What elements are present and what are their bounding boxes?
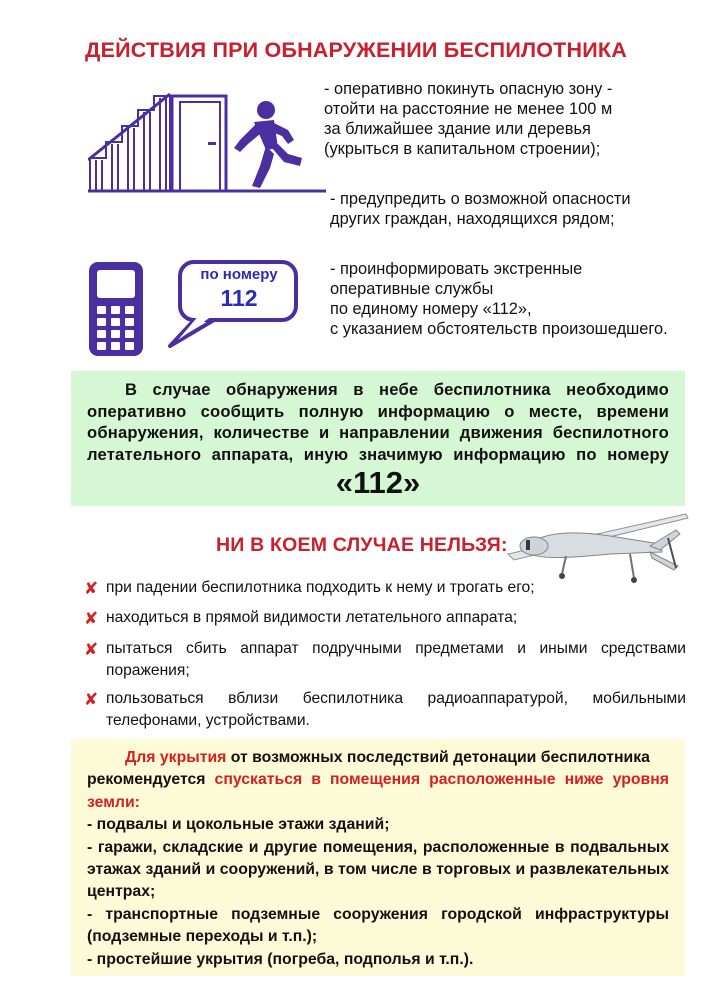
page-title: ДЕЙСТВИЯ ПРИ ОБНАРУЖЕНИИ БЕСПИЛОТНИКА	[85, 38, 627, 62]
list-item: ✘ пользоваться вблизи беспилотника радиоаппаратурой, мобильными телефонами, устройствами.	[84, 690, 686, 729]
action-warn-others: - предупредить о возможной опасности других граждан, находящихся рядом;	[330, 190, 631, 228]
evacuation-stairs-icon	[88, 90, 328, 200]
shelter-text	[87, 747, 669, 971]
list-item: ✘ пытаться сбить аппарат подручными предметами и иными средствами поражения;	[84, 640, 686, 679]
shelter-recommendation: рекомендуется спускаться в помещения расположенные ниже уровня земли:	[87, 771, 669, 811]
shelter-item: - подвалы и цокольные этажи зданий;	[87, 816, 390, 834]
shelter-item: - гаражи, складские и другие помещения, расположенные в подвальных этажах зданий и сооружений, в том числе в торговых и развлекательных центрах;	[87, 838, 669, 901]
shelter-intro: Для укрытия от возможных последствий детонации беспилотника	[125, 749, 650, 766]
cross-icon: ✘	[84, 640, 99, 659]
drone-image	[500, 508, 690, 588]
prohibitions-title: НИ В КОЕМ СЛУЧАЕ НЕЛЬЗЯ:	[216, 534, 508, 556]
cross-icon: ✘	[84, 690, 99, 709]
list-item: ✘ находиться в прямой видимости летательного аппарата;	[84, 609, 518, 628]
cross-icon: ✘	[84, 579, 99, 598]
shelter-box	[71, 739, 685, 976]
mobile-phone-icon	[87, 260, 147, 360]
report-info-text: В случае обнаружения в небе беспилотника необходимо оперативно сообщить полную информацию о месте, времени обнаружения, количестве и направлении движения беспилотного летательного аппарата, иную значимую информацию по номеру	[87, 380, 669, 464]
list-item: ✘ при падении беспилотника подходить к нему и трогать его;	[84, 579, 535, 598]
action-call-112: - проинформировать экстренные оперативные службы по единому номеру «112», с указанием обстоятельств произошедшего.	[330, 260, 668, 338]
action-leave-zone: - оперативно покинуть опасную зону - отойти на расстояние не менее 100 м за ближайшее здание или деревья (укрыться в капитальном строении);	[324, 80, 613, 158]
shelter-item: - транспортные подземные сооружения городской инфраструктуры (подземные переходы и т.п.);	[87, 905, 669, 946]
bubble-number: 112	[220, 285, 258, 311]
cross-icon: ✘	[84, 609, 99, 628]
emergency-number: «112»	[335, 465, 421, 500]
bubble-label: по номеру	[200, 266, 278, 283]
report-info-box	[71, 371, 685, 506]
shelter-item: - простейшие укрытия (погреба, подполья и т.п.).	[87, 950, 474, 968]
